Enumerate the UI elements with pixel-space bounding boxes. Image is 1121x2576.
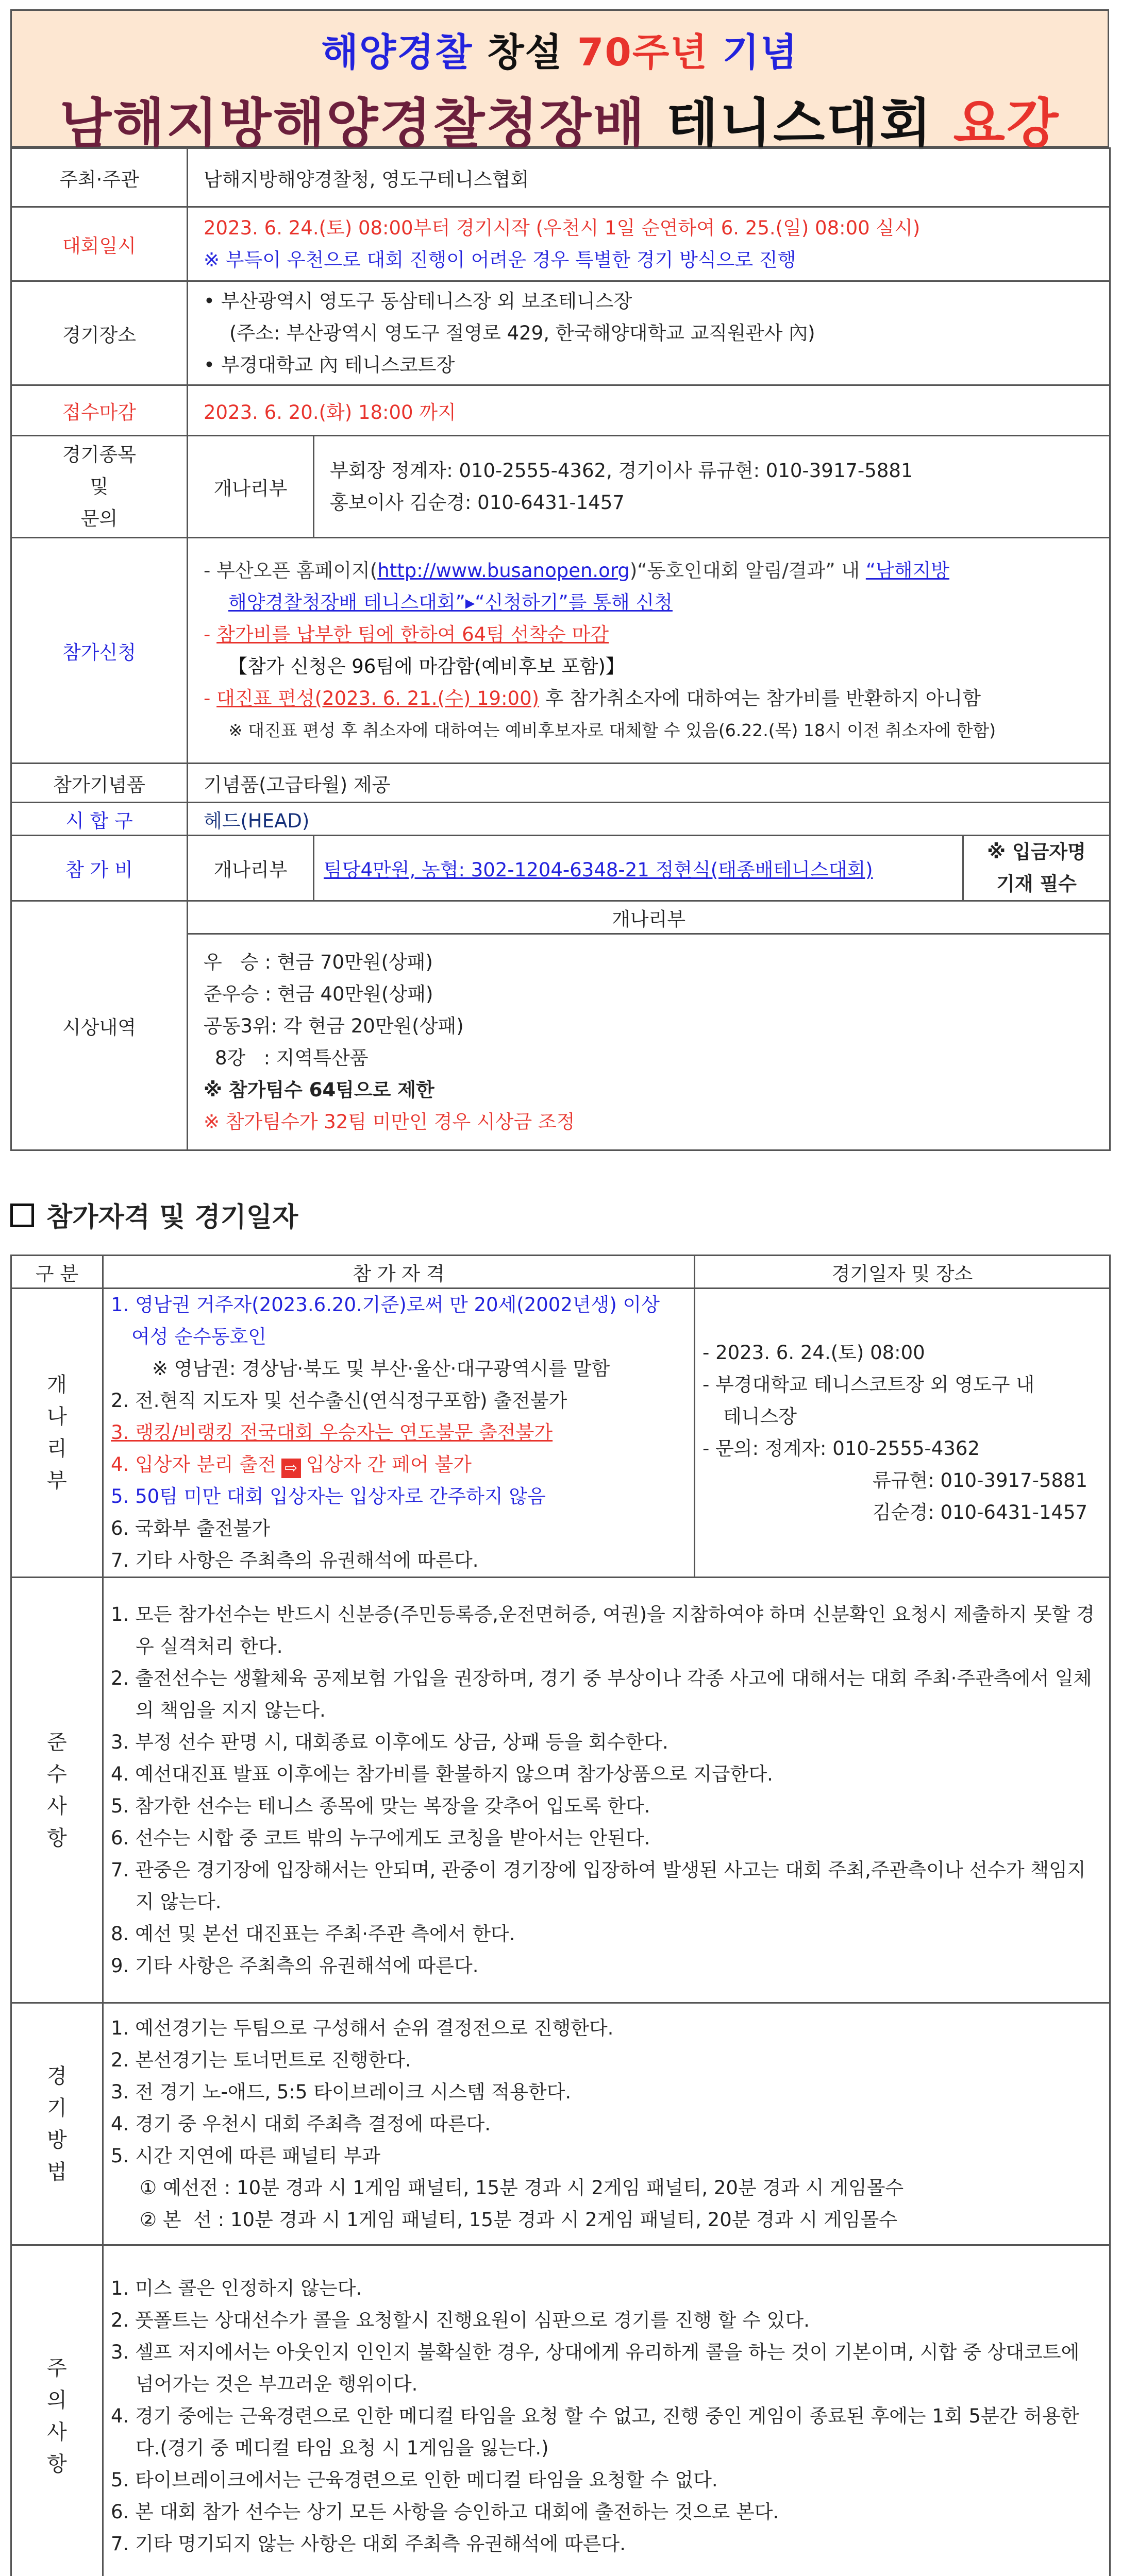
comply-item: 2. 출전선수는 생활체육 공제보험 가입을 권장하며, 경기 중 부상이나 각종 사고에 대해서는 대회 주최·주관측에서 일체의 책임을 지지 않는다. xyxy=(111,1667,1092,1721)
section-heading xyxy=(10,1195,298,1234)
deadline-value: 2023. 6. 20.(화) 18:00 까지 xyxy=(188,385,1110,436)
deadline-label: 접수마감 xyxy=(11,385,188,436)
contact-division: 개나리부 xyxy=(188,436,314,538)
title-guidelines: 요강 xyxy=(953,92,1060,155)
compliance-side-label: 준 수 사 항 xyxy=(11,1578,103,2003)
col-eligibility: 참 가 자 격 xyxy=(103,1256,695,1289)
contact-line-2: 홍보이사 김순경: 010-6431-1457 xyxy=(330,491,625,514)
apply-cup-link-start[interactable]: “남해지방 xyxy=(865,559,949,582)
title-banner xyxy=(10,9,1109,155)
section-title: 참가자격 및 경기일자 xyxy=(46,1202,298,1233)
method-row xyxy=(11,2003,1110,2245)
title-tournament: 테니스대회 xyxy=(666,92,933,155)
row-date xyxy=(11,207,1110,281)
title-line-2 xyxy=(12,80,1108,158)
venue-label: 경기장소 xyxy=(11,281,188,385)
row-contact xyxy=(11,436,1110,538)
apply-line-4: 【참가 신청은 96팀에 마감함(예비후보 포함)】 xyxy=(228,655,625,677)
caution-row xyxy=(11,2245,1110,2576)
row-host xyxy=(11,148,1110,207)
caution-item: 5. 타이브레이크에서는 근육경련으로 인한 메디컬 타임을 요청할 수 없다. xyxy=(111,2469,718,2491)
info-table xyxy=(10,147,1111,1151)
elig-4: 4. 입상자 분리 출전 ⇨ 입상자 간 페어 불가 xyxy=(111,1453,472,1477)
venue-line-3: • 부경대학교 內 테니스코트장 xyxy=(204,353,455,376)
contact-label-1: 경기종목 xyxy=(62,443,136,466)
method-item: ② 본 선 : 10분 경과 시 1게임 패널티, 15분 경과 시 2게임 패널티, 20분 경과 시 게임몰수 xyxy=(140,2208,897,2231)
date-line-1: 2023. 6. 24.(토) 08:00부터 경기시작 (우천시 1일 순연하여 6. 25.(일) 08:00 실시) xyxy=(204,216,921,239)
prize-4: 8강 : 지역특산품 xyxy=(215,1046,369,1069)
arrow-right-icon: ⇨ xyxy=(281,1459,301,1478)
ball-value: 헤드(HEAD) xyxy=(188,803,1110,836)
prize-1: 우 승 : 현금 70만원(상패) xyxy=(204,951,433,973)
method-item: 4. 경기 중 우천시 대회 주최측 결정에 따른다. xyxy=(111,2112,491,2135)
elig-5: 5. 50팀 미만 대회 입상자는 입상자로 간주하지 않음 xyxy=(111,1485,546,1507)
fee-note-1: ※ 입금자명 xyxy=(987,841,1086,863)
row-ball xyxy=(11,803,1110,836)
contact-label-2: 및 xyxy=(90,475,109,498)
caution-side-label: 주 의 사 항 xyxy=(11,2245,103,2576)
host-label: 주최·주관 xyxy=(11,148,188,207)
venue-line-1: • 부산광역시 영도구 동삼테니스장 외 보조테니스장 xyxy=(204,290,632,312)
prize-5: ※ 참가팀수 64팀으로 제한 xyxy=(204,1078,434,1101)
apply-line-5: - 대진표 편성(2023. 6. 21.(수) 19:00) 후 참가취소자에 대하여는 참가비를 반환하지 아니함 xyxy=(204,687,981,709)
fee-label: 참 가 비 xyxy=(11,836,188,901)
venue-line-2: (주소: 부산광역시 영도구 절영로 429, 한국해양대학교 교직원관사 內) xyxy=(229,321,815,344)
souvenir-value: 기념품(고급타월) 제공 xyxy=(188,764,1110,803)
comply-item: 1. 모든 참가선수는 반드시 신분증(주민등록증,운전면허증, 여권)을 지참하여야 하며 신분확인 요청시 제출하지 못할 경우 실격처리 한다. xyxy=(111,1603,1095,1657)
prize-label: 시상내역 xyxy=(11,901,188,1150)
checkbox-square-icon xyxy=(10,1204,34,1227)
elig-1: 1. 영남권 거주자(2023.6.20.기준)로써 만 20세(2002년생) 이상 xyxy=(111,1294,660,1316)
prize-2: 준우승 : 현금 40만원(상패) xyxy=(204,982,433,1005)
host-value: 남해지방해양경찰청, 영도구테니스협회 xyxy=(188,148,1110,207)
caution-item: 1. 미스 콜은 인정하지 않는다. xyxy=(111,2277,362,2299)
rules-header-row xyxy=(11,1256,1110,1289)
elig-3: 3. 랭킹/비랭킹 전국대회 우승자는 연도불문 출전불가 xyxy=(111,1421,553,1444)
date-label: 대회일시 xyxy=(11,207,188,281)
method-side-label: 경 기 방 법 xyxy=(11,2003,103,2245)
souvenir-label: 참가기념품 xyxy=(11,764,188,803)
title-70th: 70주년 xyxy=(577,30,708,75)
fee-note-2: 기재 필수 xyxy=(996,873,1077,895)
elig-7: 7. 기타 사항은 주최측의 유권해석에 따른다. xyxy=(111,1549,479,1571)
elig-1b: 여성 순수동호인 xyxy=(131,1326,266,1348)
comply-item: 5. 참가한 선수는 테니스 종목에 맞는 복장을 갖추어 입도록 한다. xyxy=(111,1794,650,1817)
row-prize-header xyxy=(11,901,1110,934)
sched-5: 류규현: 010-3917-5881 xyxy=(873,1469,1088,1492)
comply-item: 4. 예선대진표 발표 이후에는 참가비를 환불하지 않으며 참가상품으로 지급한다. xyxy=(111,1762,773,1785)
method-item: 1. 예선경기는 두팀으로 구성해서 순위 결정전으로 진행한다. xyxy=(111,2016,614,2039)
caution-item: 7. 기타 명기되지 않는 사항은 대회 주최측 유권해석에 따른다. xyxy=(111,2533,626,2555)
contact-line-1: 부회장 정계자: 010-2555-4362, 경기이사 류규현: 010-3917-5881 xyxy=(330,459,913,482)
comply-item: 7. 관중은 경기장에 입장해서는 안되며, 관중이 경기장에 입장하여 발생된 사고는 대회 주최,주관측이나 선수가 책임지지 않는다. xyxy=(111,1858,1086,1913)
caution-item: 4. 경기 중에는 근육경련으로 인한 메디컬 타임을 요청 할 수 없고, 진행 중인 게임이 종료된 후에는 1회 5분간 허용한다.(경기 중 메디컬 타임 요청 시 1게임을 잃는다.) xyxy=(111,2405,1079,2459)
col-schedule: 경기일자 및 장소 xyxy=(695,1256,1110,1289)
comply-item: 3. 부정 선수 판명 시, 대회종료 이후에도 상금, 상패 등을 회수한다. xyxy=(111,1731,668,1753)
caution-item: 6. 본 대회 참가 선수는 상기 모든 사항을 승인하고 대회에 출전하는 것으로 본다. xyxy=(111,2501,779,2523)
title-cup-name: 남해지방해양경찰청장배 xyxy=(59,92,646,155)
row-deadline xyxy=(11,385,1110,436)
elig-6: 6. 국화부 출전불가 xyxy=(111,1517,271,1539)
apply-label: 참가신청 xyxy=(11,538,188,764)
method-item: 2. 본선경기는 토너먼트로 진행한다. xyxy=(111,2048,411,2071)
title-coastguard: 해양경찰 xyxy=(321,30,473,75)
elig-1c: ※ 영남권: 경상남·북도 및 부산·울산·대구광역시를 말함 xyxy=(152,1358,610,1380)
sched-4: - 문의: 정계자: 010-2555-4362 xyxy=(702,1437,980,1460)
col-category: 구 분 xyxy=(11,1256,103,1289)
comply-item: 8. 예선 및 본선 대진표는 주최·주관 측에서 한다. xyxy=(111,1922,515,1945)
rules-table xyxy=(10,1255,1111,2576)
method-item: 5. 시간 지연에 따른 패널티 부과 xyxy=(111,2144,381,2167)
sched-2: - 부경대학교 테니스코트장 외 영도구 내 xyxy=(702,1374,1035,1396)
sched-6: 김순경: 010-6431-1457 xyxy=(873,1501,1088,1523)
method-item: 3. 전 경기 노-애드, 5:5 타이브레이크 시스템 적용한다. xyxy=(111,2080,572,2103)
fee-account: 팀당4만원, 농협: 302-1204-6348-21 정현식(태종배테니스대회) xyxy=(324,859,873,881)
compliance-row xyxy=(11,1578,1110,2003)
prize-division: 개나리부 xyxy=(188,901,1110,934)
row-fee xyxy=(11,836,1110,901)
apply-line-3: - 참가비를 납부한 팀에 한하여 64팀 선착순 마감 xyxy=(204,623,609,646)
caution-item: 3. 셀프 저지에서는 아웃인지 인인지 불확실한 경우, 상대에게 유리하게 콜을 하는 것이 기본이며, 시합 중 상대코트에 넘어가는 것은 부끄러운 행위이다. xyxy=(111,2341,1080,2395)
apply-line-2[interactable]: 해양경찰청장배 테니스대회”▸“신청하기”를 통해 신청 xyxy=(228,591,673,614)
date-line-2: ※ 부득이 우천으로 대회 진행이 어려운 경우 특별한 경기 방식으로 진행 xyxy=(204,248,796,271)
sched-3: 테니스장 xyxy=(723,1405,797,1428)
apply-line-1: - 부산오픈 홈페이지(http://www.busanopen.org)“동호인대회 알림/결과” 내 “남해지방 xyxy=(204,559,949,582)
method-item: ① 예선전 : 10분 경과 시 1게임 패널티, 15분 경과 시 2게임 패널티, 20분 경과 시 게임몰수 xyxy=(140,2176,904,2199)
apply-line-6: ※ 대진표 편성 후 취소자에 대하여는 예비후보자로 대체할 수 있음(6.22.(목) 18시 이전 취소자에 한함) xyxy=(228,720,996,740)
row-apply xyxy=(11,538,1110,764)
row-souvenir xyxy=(11,764,1110,803)
ball-label: 시 합 구 xyxy=(11,803,188,836)
prize-3: 공동3위: 각 현금 20만원(상패) xyxy=(204,1014,464,1037)
title-line-1 xyxy=(12,22,1108,77)
eligibility-row xyxy=(11,1289,1110,1578)
busanopen-link[interactable]: http://www.busanopen.org xyxy=(377,559,630,582)
row-venue xyxy=(11,281,1110,385)
comply-item: 6. 선수는 시합 중 코트 밖의 누구에게도 코칭을 받아서는 안된다. xyxy=(111,1826,650,1849)
elig-2: 2. 전.현직 지도자 및 선수출신(연식정구포함) 출전불가 xyxy=(111,1389,567,1412)
caution-item: 2. 풋폴트는 상대선수가 콜을 요청할시 진행요원이 심판으로 경기를 진행 할 수 있다. xyxy=(111,2309,810,2331)
title-founding: 창설 xyxy=(487,30,563,75)
contact-label-3: 문의 xyxy=(80,507,118,530)
prize-6: ※ 참가팀수가 32팀 미만인 경우 시상금 조정 xyxy=(204,1110,575,1133)
sched-1: - 2023. 6. 24.(토) 08:00 xyxy=(702,1342,925,1364)
comply-item: 9. 기타 사항은 주최측의 유권해석에 따른다. xyxy=(111,1954,479,1977)
fee-division: 개나리부 xyxy=(188,836,314,901)
title-commemoration: 기념 xyxy=(722,30,798,75)
eligibility-side-label: 개 나 리 부 xyxy=(11,1289,103,1578)
